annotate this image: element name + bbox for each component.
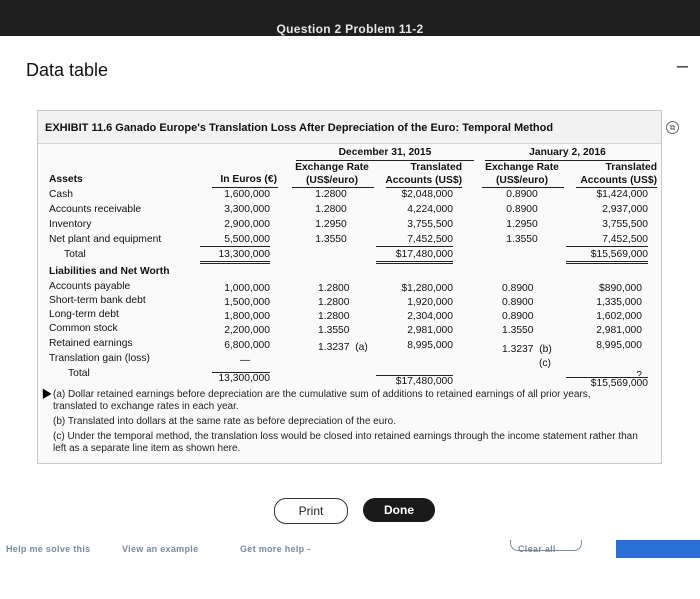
row-rate-2015: 1.2800: [318, 297, 350, 308]
row-rate-2016: 0.8900: [502, 283, 534, 294]
group-underline-2015: [296, 160, 474, 161]
row-trans-2015: 7,452,500: [376, 234, 453, 247]
row-trans-2016: 8,995,000: [596, 340, 642, 351]
top-bar: [0, 0, 700, 36]
bottom-toolbar: [0, 542, 700, 562]
header-underline-rate-2015: [292, 187, 374, 188]
col-header-trans-2016-l1: Translated: [605, 162, 657, 173]
col-header-rate-2015-l1: Exchange Rate: [295, 162, 369, 173]
question-title: Question 2 Problem 11-2: [276, 22, 424, 36]
row-rate-2015: 1.2950: [315, 219, 347, 230]
row-trans-2015: 2,981,000: [407, 325, 453, 336]
clear-all-link[interactable]: Clear all: [518, 544, 556, 554]
row-rate-2015: 1.3237 (a): [318, 342, 368, 353]
row-rate-2016: 0.8900: [506, 204, 538, 215]
row-rate-2015: 1.2800: [318, 283, 350, 294]
row-label: Total: [68, 368, 90, 379]
row-euros: 3,300,000: [224, 204, 270, 215]
footnote-a: (a) Dollar retained earnings before depreciation are the cumulative sum of additions to retained earnings of all prior years, translated to exchange rates in each year.: [53, 389, 591, 412]
col-header-trans-2016-l2: Accounts (US$): [580, 175, 657, 186]
row-trans-2016: 3,755,500: [602, 219, 648, 230]
exhibit-title: EXHIBIT 11.6 Ganado Europe's Translation Loss After Depreciation of the Euro: Temporal Method: [45, 122, 554, 134]
row-trans-2016: 1,335,000: [596, 297, 642, 308]
row-trans-2016: $890,000: [599, 283, 642, 294]
header-underline-rate-2016: [482, 187, 564, 188]
row-rate-2015: 1.2800: [315, 189, 347, 200]
header-underline-euros: [212, 187, 278, 188]
check-answer-button[interactable]: [616, 540, 700, 558]
row-trans-2015: 1,920,000: [407, 297, 453, 308]
exhibit-header: [38, 111, 676, 144]
row-label: Total: [64, 249, 86, 260]
row-label: Common stock: [49, 323, 118, 334]
row-trans-2016: ?: [636, 370, 642, 381]
row-trans-2015: 3,755,500: [407, 219, 453, 230]
col-header-trans-2015-l1: Translated: [410, 162, 462, 173]
row-label: Retained earnings: [49, 338, 133, 349]
row-label: Accounts receivable: [49, 204, 142, 215]
row-rate-2016: 1.3237 (b): [502, 344, 552, 355]
row-trans-2015: $17,480,000: [376, 249, 453, 264]
get-more-help-link[interactable]: Get more help -: [240, 544, 311, 554]
row-trans-2015: 4,224,000: [407, 204, 453, 215]
col-header-rate-2016-l2: (US$/euro): [495, 175, 549, 186]
col-header-rate-2016-l1: Exchange Rate: [485, 162, 559, 173]
group-header-2016: January 2, 2016: [529, 147, 606, 158]
row-euros: 1,500,000: [224, 297, 270, 308]
row-trans-2016: $15,569,000: [566, 377, 648, 390]
header-underline-trans-2016: [576, 187, 657, 188]
minimize-button[interactable]: –: [676, 55, 688, 77]
row-label: Short-term bank debt: [49, 295, 146, 306]
header-underline-trans-2015: [386, 187, 462, 188]
row-euros: 5,500,000: [200, 234, 270, 247]
row-label: Inventory: [49, 219, 92, 230]
row-euros: 13,300,000: [212, 372, 270, 385]
row-rate-2015: 1.3550: [315, 234, 347, 245]
row-rate-2015: 1.2800: [315, 204, 347, 215]
row-trans-2015: $17,480,000: [376, 375, 453, 388]
row-euros: —: [239, 355, 251, 366]
row-euros: 2,900,000: [224, 219, 270, 230]
row-trans-2015: $1,280,000: [401, 283, 453, 294]
view-example-link[interactable]: View an example: [122, 544, 199, 554]
row-trans-2016: 1,602,000: [596, 311, 642, 322]
row-rate-2016: 1.2950: [506, 219, 538, 230]
col-header-assets: Assets: [49, 174, 83, 185]
row-trans-2016: $1,424,000: [596, 189, 648, 200]
row-rate-2016: (c): [538, 358, 551, 369]
row-rate-2016: 1.3550: [502, 325, 534, 336]
clear-all-button-outline[interactable]: [510, 540, 582, 551]
row-label: Translation gain (loss): [49, 353, 150, 364]
row-trans-2016: 2,981,000: [596, 325, 642, 336]
footnote-b: (b) Translated into dollars at the same rate as before depreciation of the euro.: [53, 416, 396, 427]
row-rate-2015: 1.3550: [318, 325, 350, 336]
row-euros: 6,800,000: [224, 340, 270, 351]
row-trans-2016: $15,569,000: [566, 249, 648, 264]
help-me-solve-link[interactable]: Help me solve this: [6, 544, 91, 554]
row-euros: 2,200,000: [224, 325, 270, 336]
row-rate-2016: 0.8900: [502, 297, 534, 308]
row-trans-2016: 2,937,000: [602, 204, 648, 215]
row-trans-2015: $2,048,000: [401, 189, 453, 200]
modal-title: Data table: [26, 60, 109, 80]
row-euros: 1,600,000: [224, 189, 270, 200]
row-label: Net plant and equipment: [49, 234, 162, 245]
col-header-rate-2015-l2: (US$/euro): [305, 175, 359, 186]
row-label: Cash: [49, 189, 74, 200]
footnote-c: (c) Under the temporal method, the translation loss would be closed into retained earnings through the income statement rather than left as a separate line item as shown here.: [53, 431, 638, 454]
row-label: Accounts payable: [49, 281, 131, 292]
row-euros: 1,000,000: [224, 283, 270, 294]
liabilities-header: Liabilities and Net Worth: [49, 266, 170, 277]
row-trans-2016: 7,452,500: [566, 234, 648, 247]
row-rate-2016: 1.3550: [506, 234, 538, 245]
row-euros: 1,800,000: [224, 311, 270, 322]
row-trans-2015: 8,995,000: [407, 340, 453, 351]
row-rate-2015: 1.2800: [318, 311, 350, 322]
row-trans-2015: 2,304,000: [407, 311, 453, 322]
row-label: Long-term debt: [49, 309, 119, 320]
row-euros: 13,300,000: [200, 249, 270, 264]
row-rate-2016: 0.8900: [502, 311, 534, 322]
col-header-trans-2015-l2: Accounts (US$): [385, 175, 462, 186]
copy-icon[interactable]: ⧉: [666, 121, 679, 134]
group-header-2015: December 31, 2015: [338, 147, 432, 158]
col-header-euros: In Euros (€): [220, 174, 277, 185]
group-underline-2016: [485, 160, 650, 161]
done-button[interactable]: Done: [363, 498, 435, 522]
row-rate-2016: 0.8900: [506, 189, 538, 200]
print-button[interactable]: Print: [274, 498, 348, 524]
